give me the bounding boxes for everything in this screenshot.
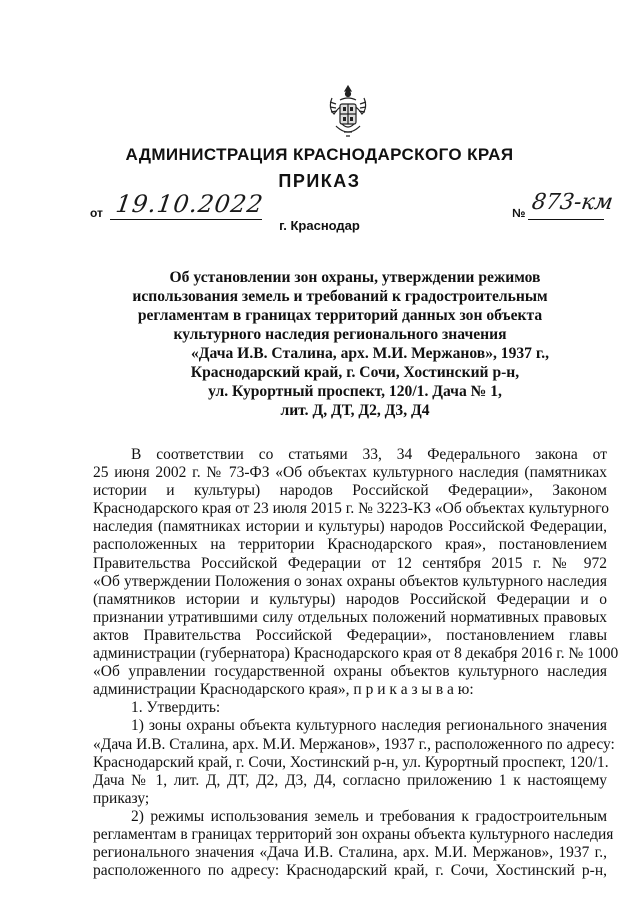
body-line: 1. Утвердить:: [131, 699, 221, 717]
organization-name: АДМИНИСТРАЦИЯ КРАСНОДАРСКОГО КРАЯ: [125, 145, 514, 164]
body-line: наследия (памятниках истории и культуры) народов Российской Федерации,: [93, 518, 607, 536]
body-line: регионального значения «Дача И.В. Сталина, арх. М.И. Мержанов», 1937 г.,: [93, 844, 607, 862]
body-line: (памятников истории и культуры) народов Российской Федерации и о: [93, 590, 607, 608]
paragraph-preamble: [93, 446, 619, 699]
body-line: актов Правительства Российской Федерации», постановлением главы: [93, 626, 607, 644]
body-line: 1) зоны охраны объекта культурного наследия регионального значения: [131, 717, 607, 735]
body-line: В соответствии со статьями 33, 34 Федерального закона от: [131, 446, 607, 463]
body-line: регламентам в границах территорий зон охраны объекта культурного наследия: [93, 825, 614, 843]
title-line: «Дача И.В. Сталина, арх. М.И. Мержанов», 1937 г.,: [191, 345, 549, 362]
number-label: №: [512, 206, 526, 220]
handwritten-number: 873-км: [530, 190, 615, 215]
body-line: «Об утверждении Положения о зонах охраны объектов культурного наследия: [93, 572, 607, 590]
paragraph-approve: [93, 699, 607, 717]
document-title: [120, 268, 590, 420]
body-line: приказу;: [93, 789, 150, 807]
body-line: Правительства Российской Федерации от 12 сентября 2015 г. № 972: [93, 554, 607, 572]
document-body: [93, 446, 619, 880]
title-line: лит. Д, ДТ, Д2, Д3, Д4: [280, 402, 430, 419]
body-line: истории и культуры) народов Российской Федерации», Законом: [93, 482, 607, 500]
coat-of-arms-icon: [326, 82, 370, 140]
paragraph-item-1: [93, 717, 615, 807]
city: г. Краснодар: [279, 218, 360, 233]
title-line: культурного наследия регионального значения: [173, 326, 507, 343]
title-line: ул. Курортный проспект, 120/1. Дача № 1,: [208, 383, 502, 400]
handwritten-date: 19.10.2022: [114, 190, 266, 218]
title-line: Об установлении зон охраны, утверждении режимов: [169, 269, 541, 286]
body-line: администрации (губернатора) Краснодарского края от 8 декабря 2016 г. № 1000: [93, 645, 619, 663]
body-line: «Дача И.В. Сталина, арх. М.И. Мержанов», 1937 г., расположенного по адресу:: [93, 735, 615, 753]
body-line: администрации Краснодарского края», п р и к а з ы в а ю:: [93, 681, 474, 699]
body-line: «Об управлении государственной охраны объектов культурного наследия: [93, 663, 607, 681]
body-line: Дача № 1, лит. Д, ДТ, Д2, Д3, Д4, согласно приложению 1 к настоящему: [93, 771, 607, 789]
body-line: признании утратившими силу отдельных положений нормативных правовых: [93, 608, 607, 626]
body-line: 25 июня 2002 г. № 73-ФЗ «Об объектах культурного наследия (памятниках: [93, 464, 607, 482]
body-line: Краснодарского края от 23 июля 2015 г. № 3223-КЗ «Об объектах культурного: [93, 500, 610, 518]
title-line: использования земель и требований к градостроительным: [132, 288, 548, 305]
title-line: Краснодарский край, г. Сочи, Хостинский р-н,: [190, 364, 520, 381]
title-line: регламентам в границах территорий данных зон объекта: [137, 307, 543, 324]
body-line: 2) режимы использования земель и требования к градостроительным: [131, 807, 607, 825]
body-line: Краснодарский край, г. Сочи, Хостинский р-н, ул. Курортный проспект, 120/1.: [93, 753, 609, 771]
paragraph-item-2: [93, 807, 614, 880]
document-type: ПРИКАЗ: [278, 171, 361, 191]
body-line: расположенных на территории Краснодарского края», постановлением: [93, 536, 607, 554]
body-line: расположенного по адресу: Краснодарский край, г. Сочи, Хостинский р-н,: [93, 862, 607, 880]
date-label: от: [90, 206, 103, 220]
